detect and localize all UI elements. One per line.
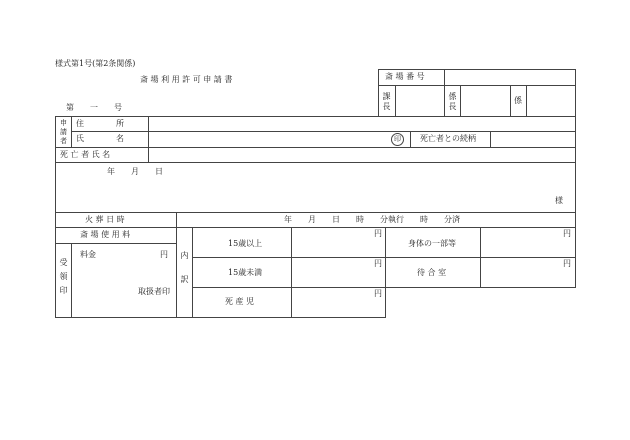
handler-seal-label: 取扱者印 [138, 287, 170, 296]
chief-label: 係長 [448, 92, 457, 112]
breakdown-label: 内訳 [180, 251, 189, 299]
body-part-label: 身体の一部等 [408, 239, 456, 248]
waiting-room-label: 待 合 室 [417, 268, 447, 277]
death-date-label: 年 月 日 [107, 167, 163, 176]
under15-yen: 円 [374, 259, 382, 268]
body-part-yen: 円 [563, 229, 571, 238]
cremation-datetime-value: 年 月 日 時 分執行 時 分済 [284, 215, 460, 224]
fee-label: 料金 [80, 250, 96, 259]
document-number-label: 第 一 号 [66, 103, 122, 112]
address-label: 住 所 [76, 119, 124, 128]
staff-label: 係 [514, 96, 522, 105]
over15-yen: 円 [374, 229, 382, 238]
cremation-datetime-label: 火 葬 日 時 [85, 215, 125, 224]
section-chief-label: 課長 [382, 92, 391, 112]
fee-yen: 円 [160, 250, 168, 259]
under15-label: 15歳未満 [228, 268, 263, 277]
honorific-label: 様 [555, 196, 563, 205]
relation-label: 死亡者との続柄 [420, 134, 476, 143]
receipt-label: 受領印 [59, 258, 68, 300]
over15-label: 15歳以上 [228, 239, 263, 248]
seal-mark: 印 [391, 133, 404, 146]
applicant-name-label: 氏 名 [76, 134, 124, 143]
usage-fee-label: 斎 場 使 用 料 [80, 230, 131, 239]
deceased-name-label: 死 亡 者 氏 名 [60, 150, 111, 159]
form-title: 斎 場 利 用 許 可 申 請 書 [140, 75, 233, 84]
stillborn-yen: 円 [374, 289, 382, 298]
form-number: 様式第1号(第2条関係) [55, 59, 136, 68]
waiting-room-yen: 円 [563, 259, 571, 268]
applicant-group-label: 申請者 [60, 119, 67, 145]
stillborn-label: 死 産 児 [225, 297, 255, 306]
permit-number-label: 斎 場 番 号 [385, 72, 425, 81]
